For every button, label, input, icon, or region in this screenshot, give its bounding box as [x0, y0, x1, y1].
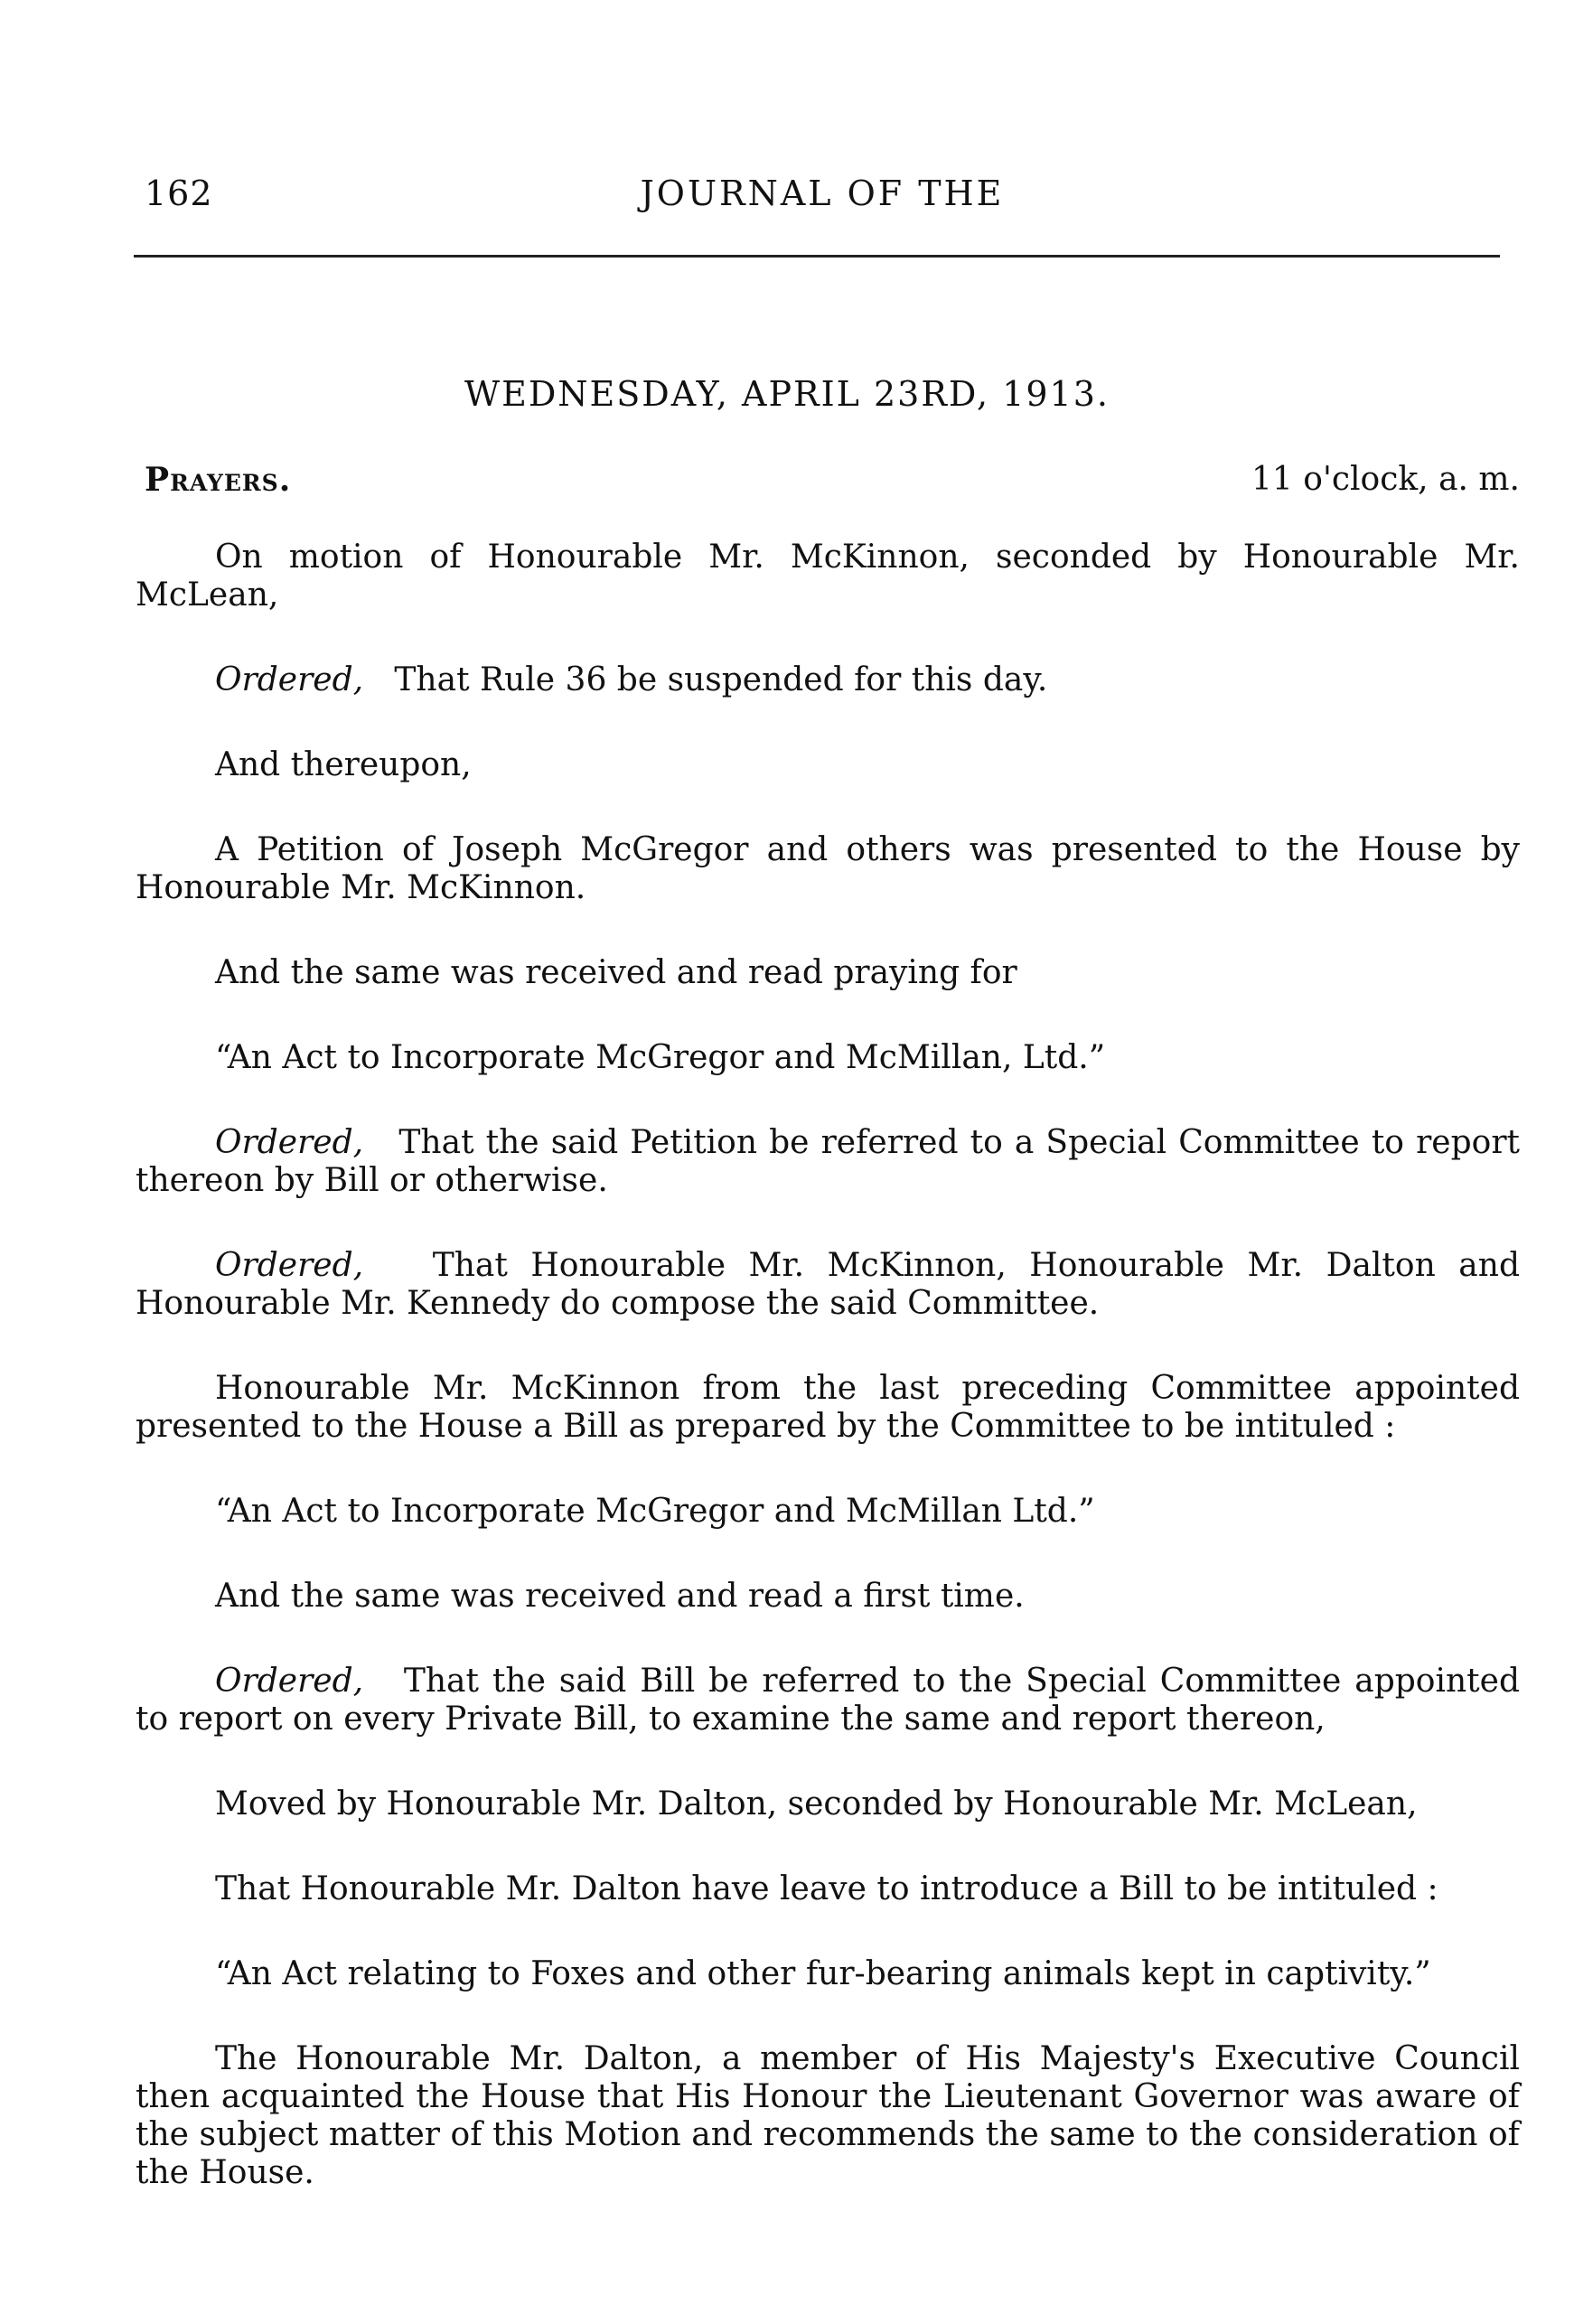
paragraph-text: Honourable Mr. McKinnon from the last preceding Committee appointed presented to the House a Bill as prepared by the Committee to be intituled : — [136, 1370, 1520, 1445]
paragraph — [136, 1124, 1520, 1200]
paragraph — [136, 1370, 1520, 1446]
sitting-time: 11 o'clock, a. m. — [1251, 461, 1520, 498]
paragraph — [136, 539, 1520, 614]
paragraph-text: “An Act to Incorporate McGregor and McMillan, Ltd.” — [215, 1039, 1106, 1076]
paragraph-text: On motion of Honourable Mr. McKinnon, seconded by Honourable Mr. McLean, — [136, 539, 1520, 614]
paragraph-text: That Rule 36 be suspended for this day. — [394, 661, 1048, 698]
page-header — [145, 173, 1500, 228]
bill-title-quote — [136, 1039, 1520, 1077]
paragraph-text: That the said Bill be referred to the Special Committee appointed to report on every Private Bill, to examine the same and report thereon, — [136, 1663, 1520, 1738]
paragraph — [136, 1870, 1520, 1908]
paragraph-italic: Ordered, — [215, 1663, 364, 1700]
paragraph — [136, 661, 1520, 699]
paragraph-text: That Honourable Mr. McKinnon, Honourable Mr. Dalton and Honourable Mr. Kennedy do compose the said Committee. — [136, 1247, 1520, 1322]
paragraph-text: “An Act relating to Foxes and other fur-bearing animals kept in captivity.” — [215, 1955, 1431, 1992]
paragraph — [136, 831, 1520, 907]
paragraph — [136, 1247, 1520, 1323]
paragraph-italic: Ordered, — [215, 1247, 364, 1284]
paragraph — [136, 1663, 1520, 1738]
bill-title-quote — [136, 1955, 1520, 1993]
paragraph-text: That the said Petition be referred to a Special Committee to report thereon by Bill or otherwise. — [136, 1124, 1520, 1199]
running-title: JOURNAL OF THE — [640, 173, 1005, 213]
paragraph-text: The Honourable Mr. Dalton, a member of His Majesty's Executive Council then acquainted the House that His Honour the Lieutenant Governor was aware of the subject matter of this Motion and recommends the same to the consideration of the House. — [136, 2040, 1520, 2191]
paragraph — [136, 954, 1520, 992]
paragraph-italic: Ordered, — [215, 661, 364, 698]
paragraph-text: Moved by Honourable Mr. Dalton, seconded by Honourable Mr. McLean, — [215, 1785, 1418, 1823]
paragraph-italic: Ordered, — [215, 1124, 364, 1161]
bill-title-quote — [136, 1493, 1520, 1531]
page-number: 162 — [145, 173, 213, 213]
paragraph-text: And the same was received and read a first time. — [215, 1578, 1025, 1615]
paragraph — [136, 746, 1520, 784]
paragraph-text: And the same was received and read praying for — [215, 954, 1017, 991]
paragraph-text: That Honourable Mr. Dalton have leave to introduce a Bill to be intituled : — [215, 1870, 1438, 1907]
paragraph — [136, 2040, 1520, 2192]
header-rule — [134, 255, 1500, 258]
prayers-label: Prayers. — [145, 461, 292, 499]
paragraph — [136, 1578, 1520, 1616]
sitting-date: WEDNESDAY, APRIL 23RD, 1913. — [464, 374, 1110, 414]
paragraph-text: “An Act to Incorporate McGregor and McMillan Ltd.” — [215, 1493, 1095, 1530]
proceedings-body — [136, 539, 1520, 2192]
paragraph-text: And thereupon, — [215, 746, 472, 783]
paragraph — [136, 1785, 1520, 1823]
paragraph-text: A Petition of Joseph McGregor and others was presented to the House by Honourable Mr. McKinnon. — [136, 831, 1520, 906]
